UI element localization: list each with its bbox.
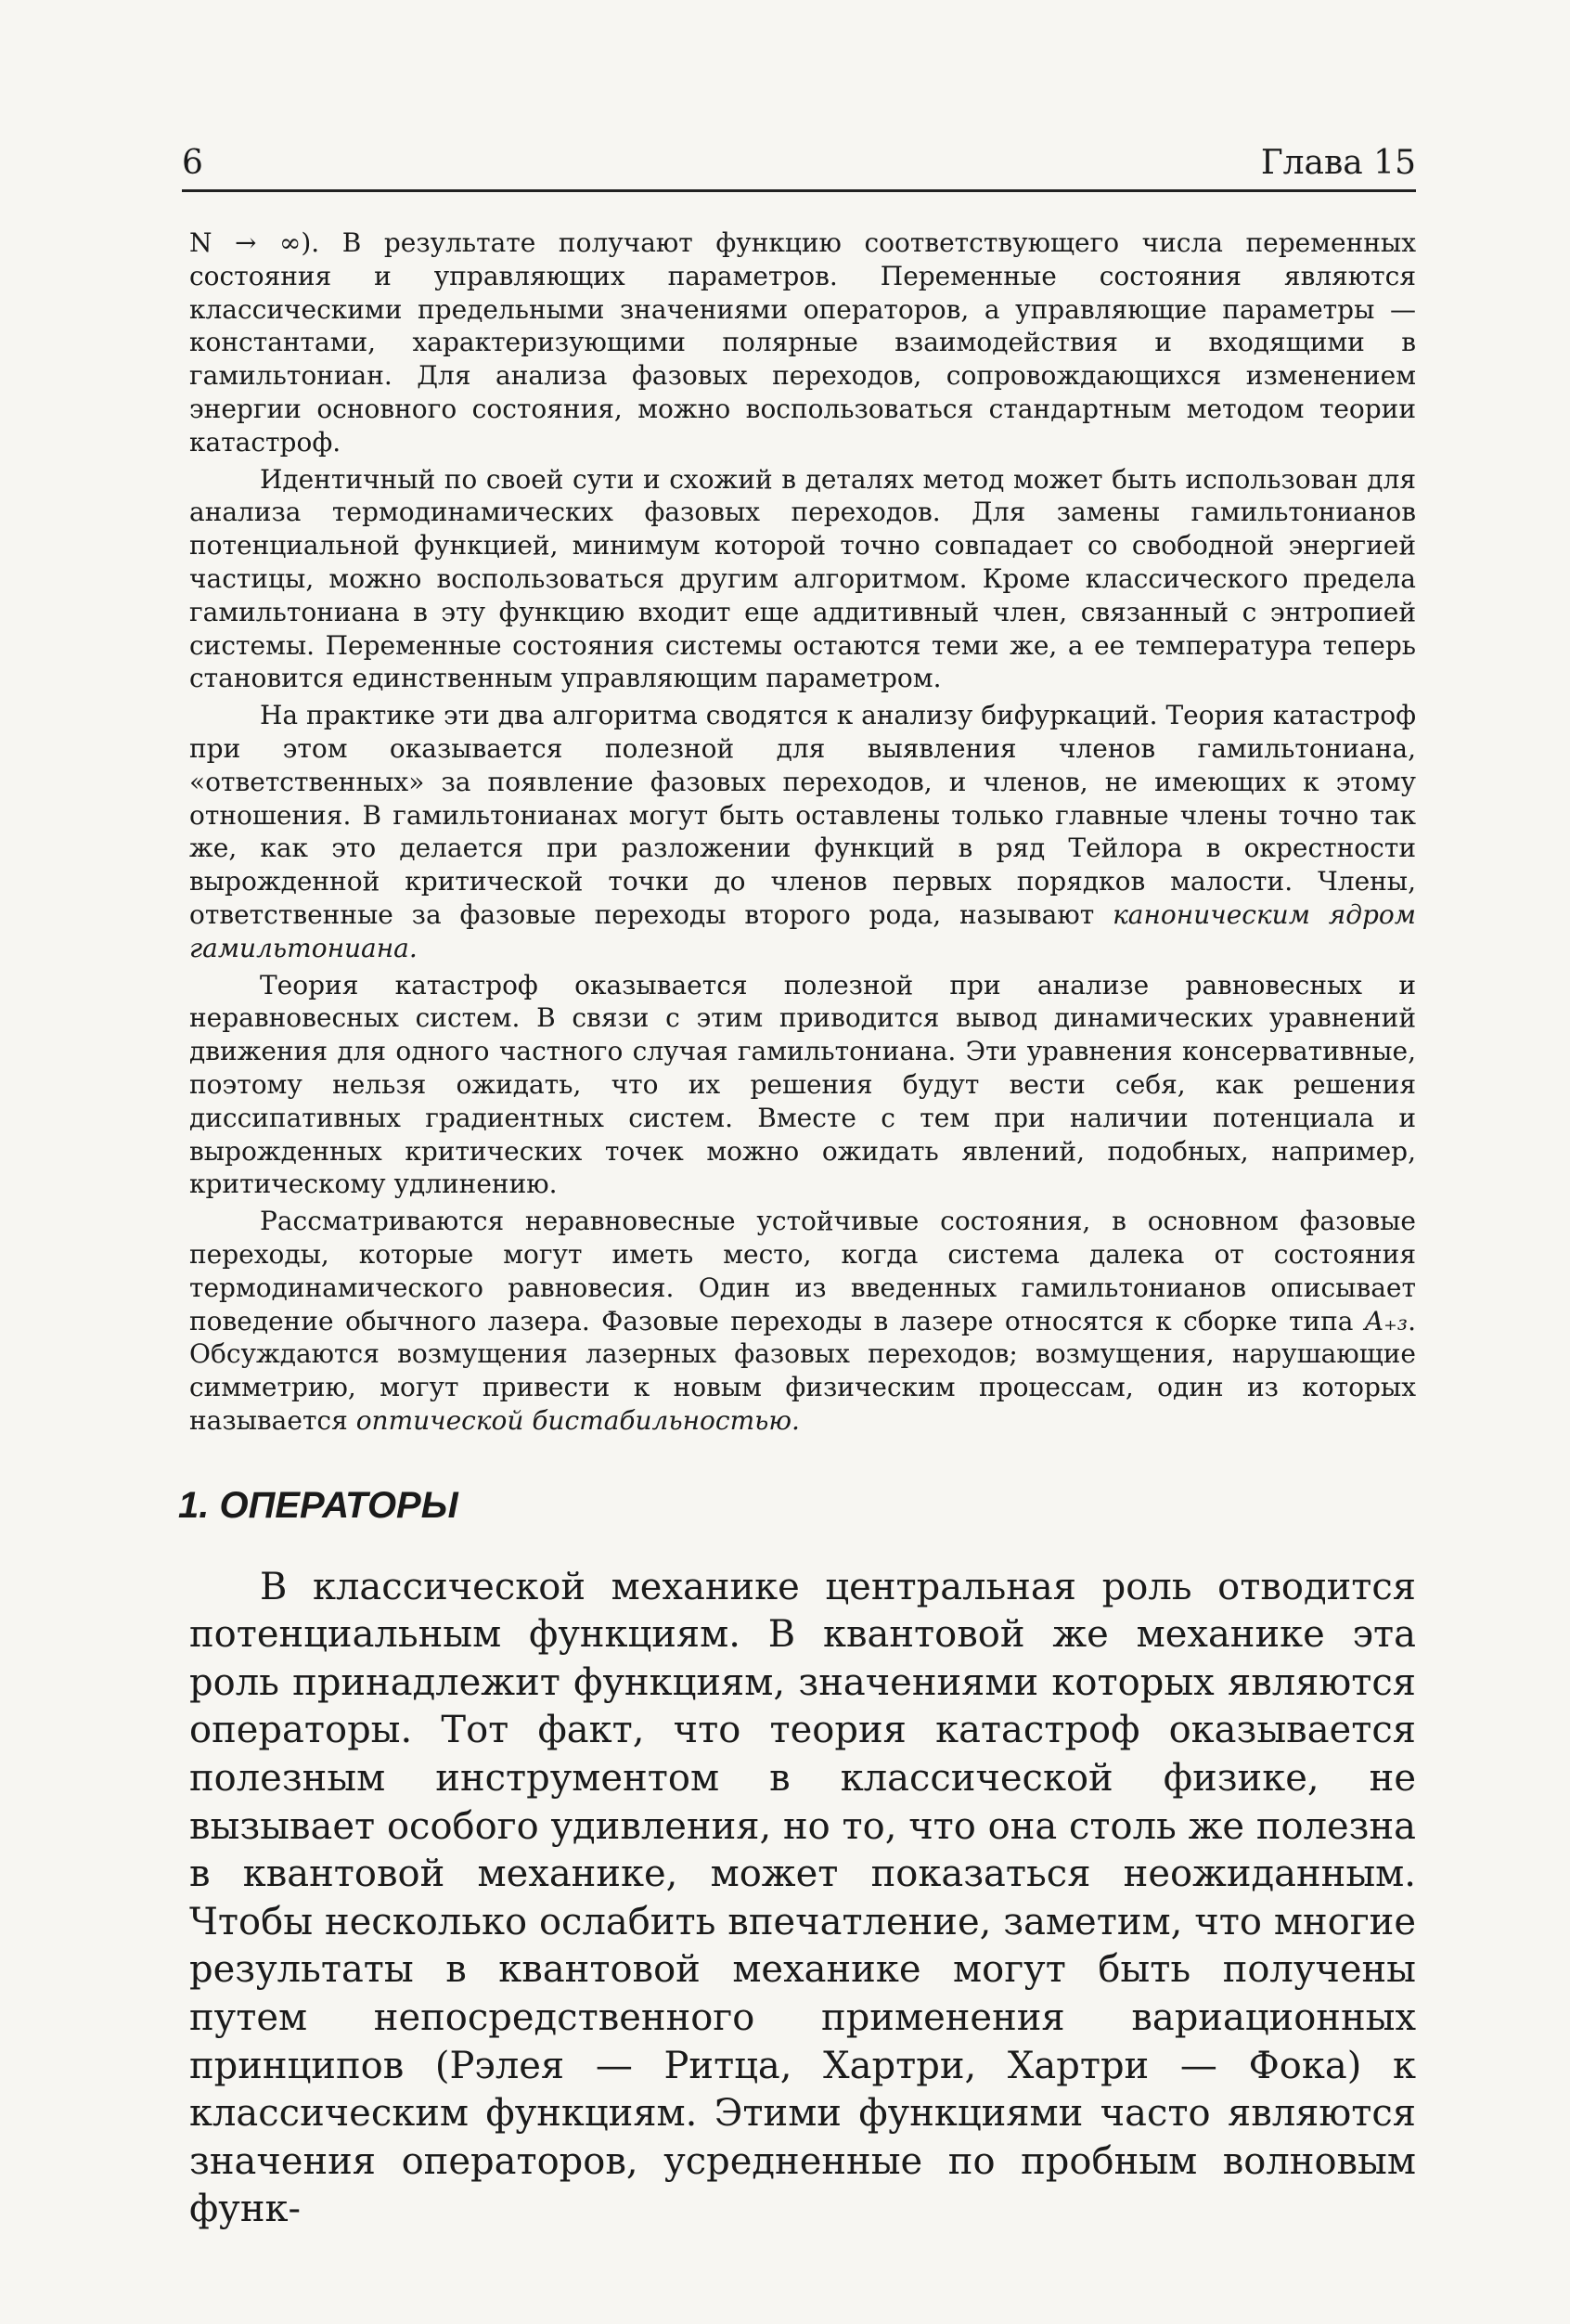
section-body bbox=[189, 1564, 1416, 2234]
paragraph-2: Идентичный по своей сути и схожий в деталях метод может быть использован для анализа термодинамических фазовых переходов. Для замены гамильтонианов потенциальной функцией, минимум которой точно совпадает со свободной энергией частицы, можно воспользоваться другим алгоритмом. Кроме классического предела гамильтониана в эту функцию входит еще аддитивный член, связанный с энтропией системы. Переменные состояния системы остаются теми же, а ее температура теперь становится единственным управляющим параметром. bbox=[189, 463, 1416, 694]
chapter-summary bbox=[189, 226, 1416, 1438]
paragraph-5-text: Рассматриваются неравновесные устойчивые состояния, в основном фазовые переходы, которые могут иметь место, когда система далека от состояния термодинамического равновесия. Один из введенных гамильтонианов описывает поведение обычного лазера. Фазовые переходы в лазере относятся к сборке типа bbox=[189, 1206, 1416, 1336]
page-number: 6 bbox=[182, 144, 203, 182]
paragraph-3-text: На практике эти два алгоритма сводятся к анализу бифуркаций. Теория катастроф при этом оказывается полезной для выявления членов гамильтониана, «ответственных» за появление фазовых переходов, и членов, не имеющих к этому отношения. В гамильтонианах могут быть оставлены только главные члены точно так же, как это делается при разложении функций в ряд Тейлора в окрестности вырожденной критической точки до членов первых порядков малости. Члены, ответственные за фазовые переходы второго рода, называют bbox=[189, 700, 1416, 930]
chapter-title: Глава 15 bbox=[1260, 144, 1416, 182]
paragraph-5 bbox=[189, 1205, 1416, 1438]
paragraph-3-emphasis: каноническим ядром гамильтониана. bbox=[189, 898, 1417, 963]
running-header bbox=[182, 141, 1416, 192]
paragraph-3 bbox=[189, 699, 1416, 964]
section-title: 1. ОПЕРАТОРЫ bbox=[178, 1484, 458, 1526]
section-paragraph-1: В классической механике центральная роль отводится потенциальным функциям. В квантовой же механике эта роль принадлежит функциям, значениями которых являются операторы. Тот факт, что теория катастроф оказывается полезным инструментом в классической физике, не вызывает особого удивления, но то, что она столь же полезна в квантовой механике, может показаться неожиданным. Чтобы несколько ослабить впечатление, заметим, что многие результаты в квантовой механике могут быть получены путем непосредственного применения вариационных принципов (Рэлея — Ритца, Хартри, Хартри — Фока) к классическим функциям. Этими функциями часто являются значения операторов, усредненные по пробным волновым функ- bbox=[189, 1565, 1416, 2231]
paragraph-4: Теория катастроф оказывается полезной при анализе равновесных и неравновесных систем. В связи с этим приводится вывод динамических уравнений движения для одного частного случая гамильтониана. Эти уравнения консервативные, поэтому нельзя ожидать, что их решения будут вести себя, как решения диссипативных градиентных систем. Вместе с тем при наличии потенциала и вырожденных критических точек можно ожидать явлений, подобных, например, критическому удлинению. bbox=[189, 969, 1416, 1200]
paragraph-1: N → ∞). В результате получают функцию соответствующего числа переменных состояния и управляющих параметров. Переменные состояния являются классическими предельными значениями операторов, а управляющие параметры — константами, характеризующими полярные взаимодействия и входящими в гамильтониан. Для анализа фазовых переходов, сопровождающихся изменением энергии основного состояния, можно воспользоваться стандартным методом теории катастроф. bbox=[189, 227, 1416, 458]
paragraph-5-emphasis: оптической бистабильностью. bbox=[355, 1404, 800, 1436]
page-body bbox=[178, 226, 1417, 2234]
cusp-symbol: A₊₃ bbox=[1364, 1305, 1409, 1336]
paragraph-5-text-cont: . Обсуждаются возмущения лазерных фазовых переходов; возмущения, нарушающие симметрию, могут привести к новым физическим процессам, один из которых называется bbox=[189, 1305, 1416, 1436]
